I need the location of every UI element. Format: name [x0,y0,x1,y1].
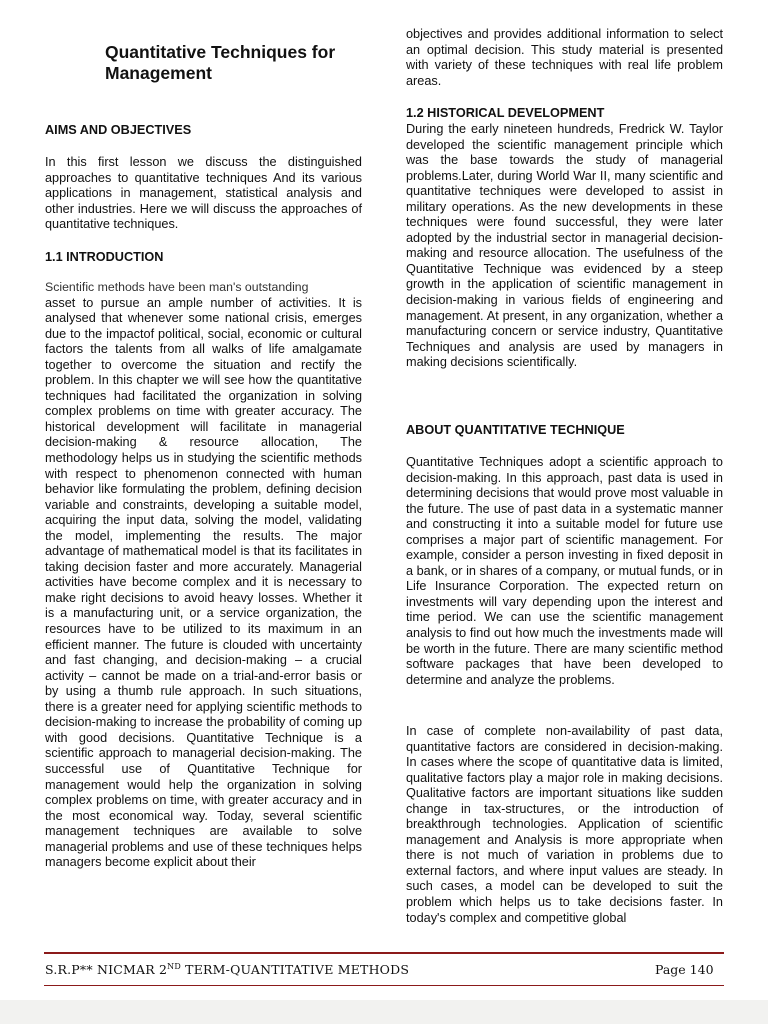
about-heading: ABOUT QUANTITATIVE TECHNIQUE [406,423,625,437]
intro-body: asset to pursue an ample number of activities. It is analysed that whenever some national crisis, emerges due to the impactof political, social, economic or cultural factors the talents from all walks of life amalgamate together to overcome the situation and rectify the problem. In this chapter we will see how the quantitative techniques had facilitated the organization in solving complex problems on time with greater accuracy. The historical development will facilitate in managerial decision-making & resource allocation, The methodology helps us in studying the scientific methods with respect to phenomenon connected with human behavior like formulating the problem, defining decision variable and constraints, developing a suitable model, acquiring the input data, solving the model, validating the model, implementing the results. The major advantage of mathematical model is that its facilitates in taking decision faster and more accurately. Managerial activities have become complex and it is necessary to make right decisions to avoid heavy losses. Whether it is a manufacturing unit, or a service organization, the resources have to be utilized to its maximum in an efficient manner. The future is clouded with uncertainty and fast changing, and decision-making – a crucial activity – cannot be made on a trial-and-error basis or by using a thumb rule approach. In such situations, there is a greater need for applying scientific methods to decision-making to increase the probability of coming up with good decisions. Quantitative Technique is a scientific approach to managerial decision-making. The successful use of Quantitative Technique for management would help the organization in solving complex problems on time, with greater accuracy and in the most economical way. Today, several scientific management techniques are available to solve managerial problems and use of these techniques helps managers become explicit about their [45,295,362,870]
intro-paragraph [45,280,362,871]
aims-paragraph: In this first lesson we discuss the distinguished approaches to quantitative techniques And its various applications in management, statistical analysis and other industries. Here we will discuss the approaches of quantitative techniques. [45,155,362,232]
about-paragraph: Quantitative Techniques adopt a scientific approach to decision-making. In this approach, past data is used in determining decisions that would prove most valuable in the future. The use of past data in a systematic manner and constructing it into a suitable model for future use comprises a major part of scientific management. For example, consider a person investing in fixed deposit in a bank, or in shares of a company, or mutual funds, or in Life Insurance Corporation. The expected return on investments will vary depending upon the interest and time period. We can use the scientific management analysis to find out how much the investments made will be worth in the future. There are many scientific method software packages that have been developed to determine and analyze the problems. [406,455,723,687]
footer-page-number: Page 140 [655,962,714,977]
page-title: Quantitative Techniques for Management [105,42,336,83]
continuation-paragraph: objectives and provides additional information to select an optimal decision. This study material is presented with variety of these techniques with real life problem areas. [406,27,723,88]
footer-course-label [45,962,409,977]
footer-suffix: TERM-QUANTITATIVE METHODS [181,962,410,978]
intro-heading: 1.1 INTRODUCTION [45,250,164,264]
intro-lead-line: Scientific methods have been man's outstanding [45,280,309,294]
about-paragraph-2: In case of complete non-availability of past data, quantitative factors are considered in decision-making. In cases where the scope of quantitative data is limited, qualitative factors play a major role in making decisions. Qualitative factors are important situations like sudden change in tax-structures, or the introduction of breakthrough technologies. Application of scientific management and Analysis is more appropriate when there is not much of variation in problems due to external factors, and where input values are steady. In such cases, a model can be developed to suit the problem which helps us to take decisions faster. In today's complex and competitive global [406,724,723,925]
footer-sup: ND [167,962,181,971]
history-paragraph: During the early nineteen hundreds, Fredrick W. Taylor developed the scientific management principle which was the base towards the study of managerial problems.Later, during World War II, many scientific and quantitative techniques were developed to assist in military operations. As the new developments in these techniques were found successful, they were later adopted by the industrial sector in managerial decision-making and resource allocation. The usefulness of the Quantitative Technique was evidenced by a steep growth in the application of scientific management in decision-making in various fields of engineering and management. At present, in any organization, whether a manufacturing concern or service industry, Quantitative Techniques and analysis are used by managers in making decisions scientifically. [406,122,723,370]
history-heading: 1.2 HISTORICAL DEVELOPMENT [406,106,605,120]
footer-rule-bottom [44,985,724,986]
aims-heading: AIMS AND OBJECTIVES [45,123,192,137]
footer-rule-top [44,952,724,954]
footer-prefix: S.R.P** NICMAR 2 [45,962,168,978]
